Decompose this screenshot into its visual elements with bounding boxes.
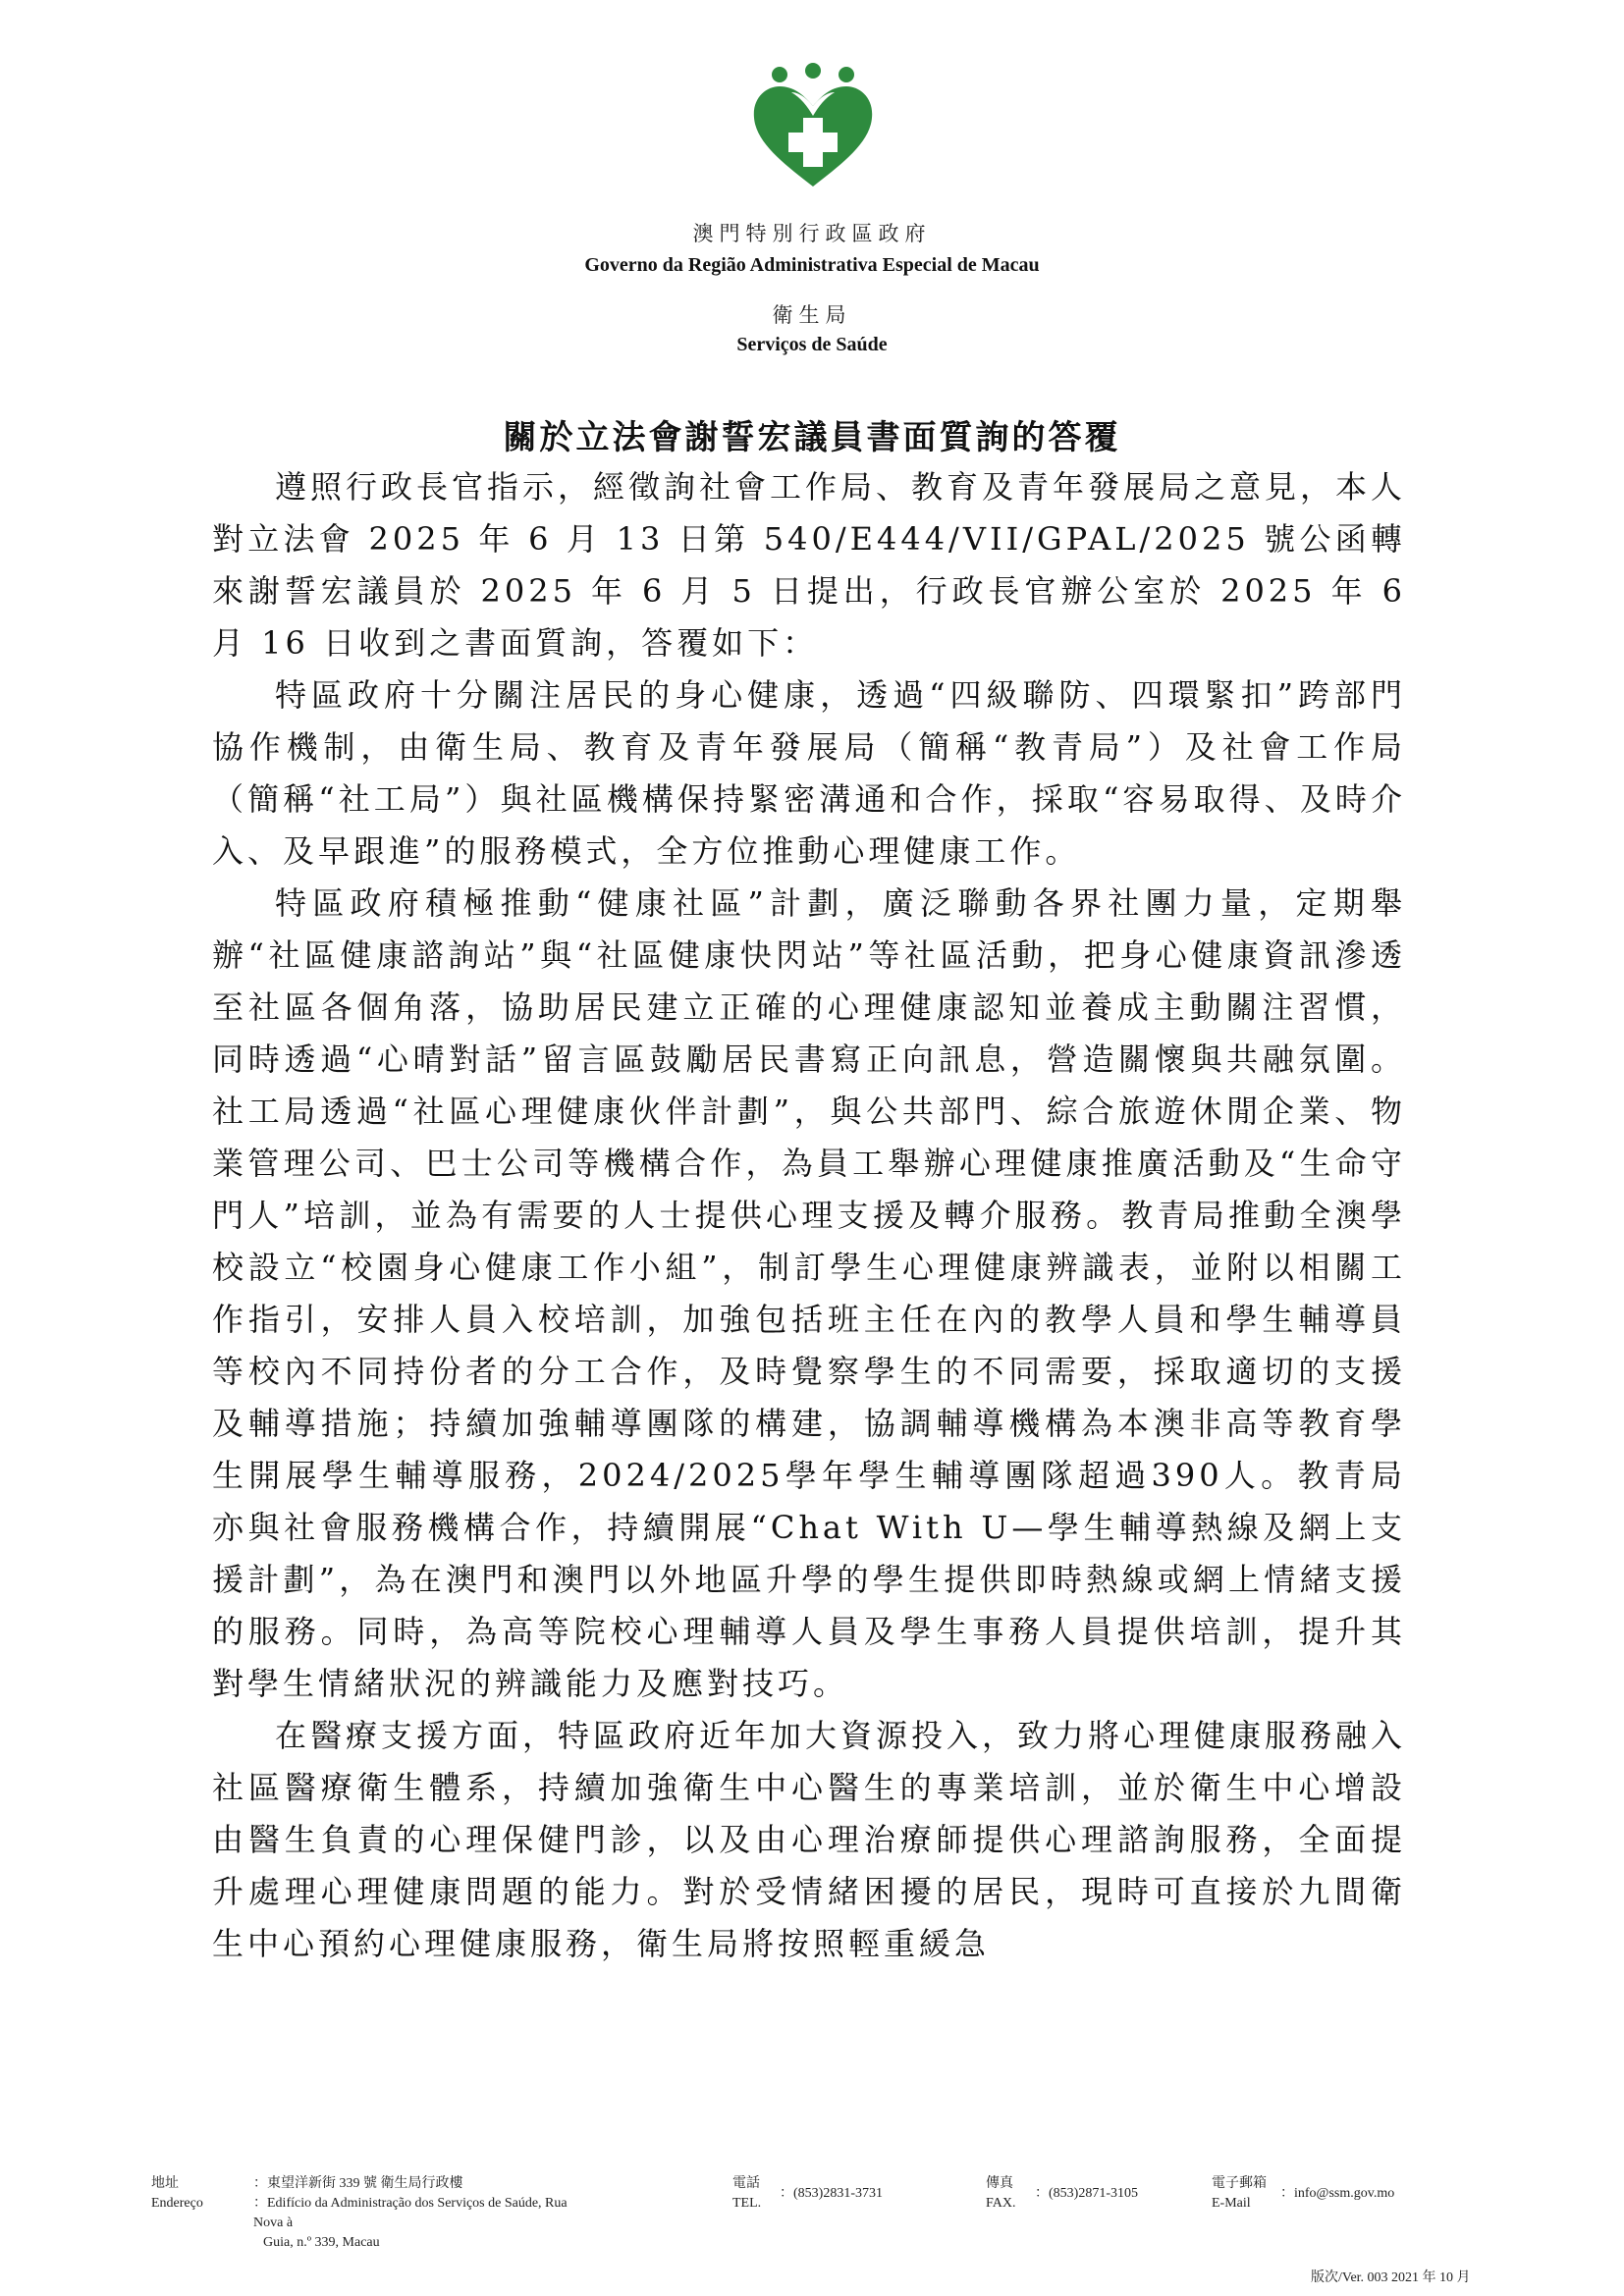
government-name-zh: 澳門特別行政區政府 xyxy=(692,222,932,245)
document-body xyxy=(212,461,1406,1970)
logo-person-head-right xyxy=(839,67,854,82)
body-paragraph: 特區政府積極推動“健康社區”計劃，廣泛聯動各界社團力量，定期舉辦“社區健康諮詢站”與“社區健康快閃站”等社區活動，把身心健康資訊滲透至社區各個角落，協助居民建立正確的心理健康認知並養成主動關注習慣，同時透過“心晴對話”留言區鼓勵居民書寫正向訊息，營造關懷與共融氛圍。社工局透過“社區心理健康伙伴計劃”，與公共部門、綜合旅遊休閒企業、物業管理公司、巴士公司等機構合作，為員工舉辦心理健康推廣活動及“生命守門人”培訓，並為有需要的人士提供心理支援及轉介服務。教青局推動全澳學校設立“校園身心健康工作小組”，制訂學生心理健康辨識表，並附以相關工作指引，安排人員入校培訓，加強包括班主任在內的教學人員和學生輔導員等校內不同持份者的分工合作，及時覺察學生的不同需要，採取適切的支援及輔導措施；持續加強輔導團隊的構建，協調輔導機構為本澳非高等教育學生開展學生輔導服務，2024/2025學年學生輔導團隊超過390人。教青局亦與社會服務機構合作，持續開展“Chat With U—學生輔導熱線及網上支援計劃”，為在澳門和澳門以外地區升學的學生提供即時熱線或網上情緒支援的服務。同時，為高等院校心理輔導人員及學生事務人員提供培訓，提升其對學生情緒狀況的辨識能力及應對技巧。 xyxy=(212,884,1406,1702)
tel-value: ：(853)2831-3731 xyxy=(780,2186,883,2201)
fax-value: ：(853)2871-3105 xyxy=(1035,2186,1138,2201)
document-title: 關於立法會謝誓宏議員書面質詢的答覆 xyxy=(503,418,1121,457)
body-paragraph: 在醫療支援方面，特區政府近年加大資源投入，致力將心理健康服務融入社區醫療衛生體系，持續加強衛生中心醫生的專業培訓，並於衛生中心增設由醫生負責的心理保健門診，以及由心理治療師提供心理諮詢服務，全面提升處理心理健康問題的能力。對於受情緒困擾的居民，現時可直接於九間衛生中心預約心理健康服務，衛生局將按照輕重緩急 xyxy=(212,1717,1407,1962)
fax-label: 傳真 FAX. xyxy=(986,2176,1016,2211)
department-name-zh: 衛生局 xyxy=(772,303,852,327)
logo-cross-horizontal xyxy=(788,133,838,152)
logo-person-head-left xyxy=(772,67,787,82)
address-label: 地址 Endereço xyxy=(151,2176,203,2211)
health-bureau-logo xyxy=(746,63,880,188)
address-value: ：東望洋新街 339 號 衛生局行政樓 ：Edifício da Administração dos Serviços de Saúde, Rua Nova à Guia, n.º 339, Macau xyxy=(253,2176,568,2250)
email-value: ：info@ssm.gov.mo xyxy=(1280,2186,1395,2201)
logo-person-head-center xyxy=(805,63,821,79)
body-paragraph: 遵照行政長官指示，經徵詢社會工作局、教育及青年發展局之意見，本人對立法會 2025 年 6 月 13 日第 540/E444/VII/GPAL/2025 號公函轉來謝誓宏議員於 2025 年 6 月 5 日提出，行政長官辦公室於 2025 年 6 月 16 日收到之書面質詢，答覆如下： xyxy=(212,468,1407,662)
tel-label: 電話 TEL. xyxy=(732,2176,762,2211)
department-name-pt: Serviços de Saúde xyxy=(736,334,888,355)
government-name-pt: Governo da Região Administrativa Especial de Macau xyxy=(584,254,1040,276)
email-label: 電子郵箱 E-Mail xyxy=(1212,2176,1267,2211)
version-label: 版次/Ver. 003 2021 年 10 月 xyxy=(1311,2270,1471,2285)
body-paragraph: 特區政府十分關注居民的身心健康，透過“四級聯防、四環緊扣”跨部門協作機制，由衛生局、教育及青年發展局（簡稱“教青局”）及社會工作局（簡稱“社工局”）與社區機構保持緊密溝通和合作，採取“容易取得、及時介入、及早跟進”的服務模式，全方位推動心理健康工作。 xyxy=(212,676,1406,870)
